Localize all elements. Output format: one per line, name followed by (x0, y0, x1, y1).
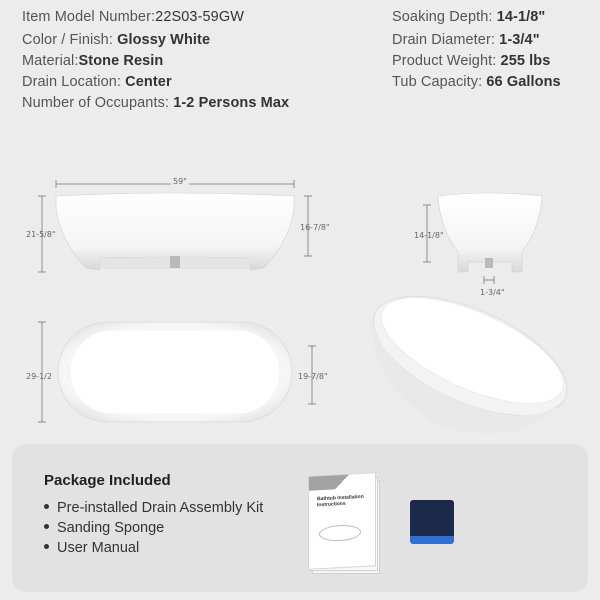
spec-label: Item Model Number: (22, 9, 156, 25)
spec-value: 1-2 Persons Max (173, 95, 290, 111)
spec-value: 1-3/4" (499, 32, 540, 48)
package-item-label: Sanding Sponge (57, 520, 165, 536)
package-item (44, 500, 263, 516)
dim-inner-width: 19-7/8" (298, 372, 328, 381)
spec-label: Drain Location: (22, 74, 122, 90)
side-view-tub (438, 193, 542, 272)
dim-width: 29-1/2 (26, 372, 52, 381)
package-title: Package Included (44, 472, 171, 489)
dim-side-height: 14-1/8" (414, 231, 444, 240)
spec-value: 22S03-59GW (155, 9, 245, 25)
spec-label: Number of Occupants: (22, 95, 170, 111)
manual-tub-icon (319, 524, 361, 542)
spec-value: Stone Resin (78, 53, 164, 69)
bullet-icon (44, 544, 49, 549)
bullet-icon (44, 504, 49, 509)
dim-drain-diameter: 1-3/4" (480, 288, 505, 297)
spec-value: Glossy White (117, 32, 211, 48)
front-view-tub (56, 193, 294, 270)
side-drain-icon (485, 258, 493, 268)
package-item (44, 540, 139, 556)
spec-label: Soaking Depth: (392, 9, 493, 25)
spec-value: 14-1/8" (496, 9, 546, 25)
drain-pipe-icon (170, 256, 180, 268)
package-item-label: Pre-installed Drain Assembly Kit (57, 500, 264, 516)
perspective-view-tub (344, 272, 584, 468)
spec-label: Tub Capacity: (392, 74, 483, 90)
spec-label: Color / Finish: (22, 32, 113, 48)
top-view-tub (58, 322, 292, 422)
spec-value: 66 Gallons (486, 74, 561, 90)
spec-value: 255 lbs (500, 53, 551, 69)
dim-length: 59" (173, 177, 187, 186)
sanding-sponge-image (410, 500, 454, 546)
user-manual-image (308, 474, 378, 572)
spec-label: Material: (22, 53, 79, 69)
spec-label: Drain Diameter: (392, 32, 496, 48)
dim-inner-depth: 16-7/8" (300, 223, 330, 232)
package-item (44, 520, 164, 536)
dim-height: 21-5/8" (26, 230, 56, 239)
bullet-icon (44, 524, 49, 529)
spec-value: Center (125, 74, 172, 90)
package-item-label: User Manual (57, 540, 140, 556)
package-panel (12, 444, 588, 592)
spec-label: Product Weight: (392, 53, 497, 69)
manual-title: Bathtub Installation Instructions (317, 493, 364, 509)
